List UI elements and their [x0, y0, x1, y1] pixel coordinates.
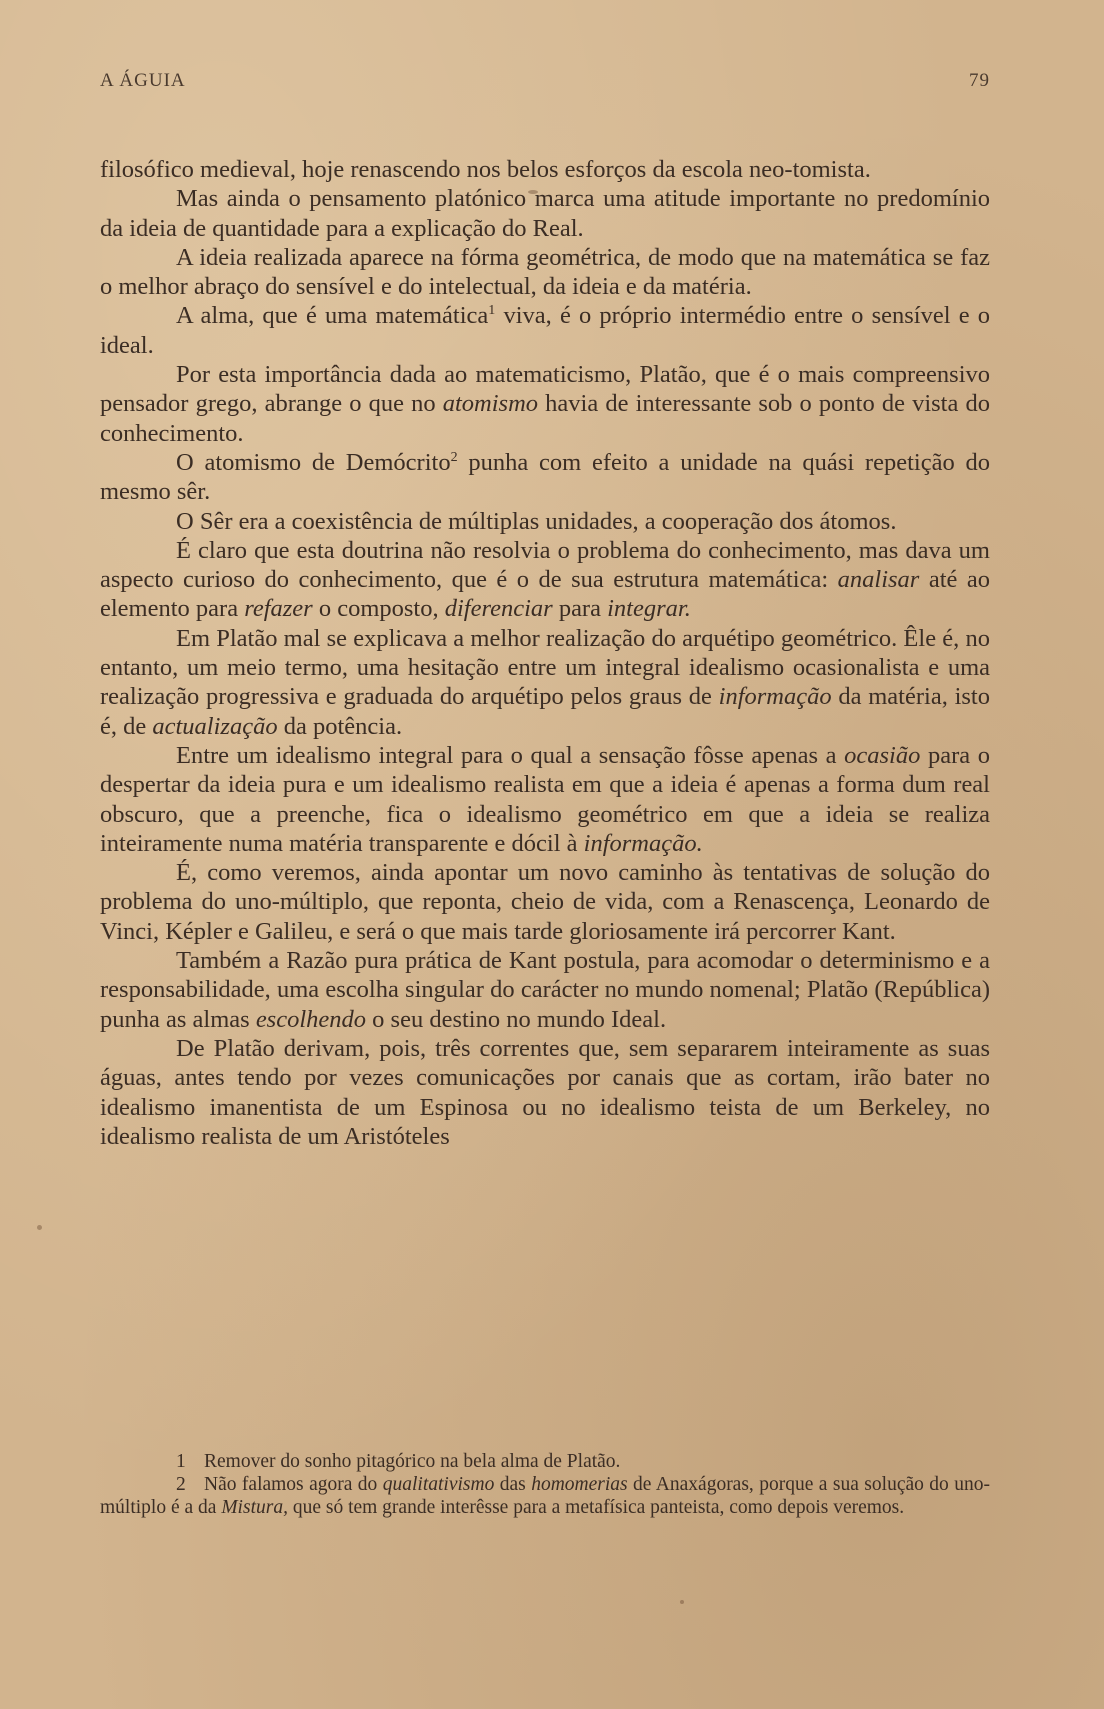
text-run: Remover do sonho pitagórico na bela alma de Platão.: [204, 1451, 621, 1472]
italic-term: homomerias: [531, 1474, 628, 1495]
text-run: Por esta importância dada ao matematicismo, Platão, que é o mais compreensivo pensador grego, abrange o que no: [100, 361, 990, 418]
italic-term: integrar.: [607, 595, 691, 623]
paragraph: [100, 946, 990, 1034]
text-run: da potência.: [277, 712, 403, 740]
paragraph: [100, 741, 990, 858]
paragraph: [100, 858, 990, 946]
text-run: A ideia realizada aparece na fórma geométrica, de modo que na matemática se faz o melhor abraço do sensível e do intelectual, da ideia e da matéria.: [100, 243, 990, 301]
italic-term: atomismo: [442, 390, 539, 418]
paragraph: [100, 536, 990, 624]
text-run: O Sêr era a coexistência de múltiplas unidades, a cooperação dos átomos.: [176, 507, 897, 535]
paper-speck: [680, 1600, 684, 1604]
body-text: [100, 155, 990, 1151]
paragraph: [100, 624, 990, 741]
journal-title: A ÁGUIA: [100, 70, 186, 91]
footnote-number: 1: [176, 1451, 186, 1472]
page-number: 79: [969, 70, 990, 91]
text-run: de Anaxágoras, porque a sua solução do uno-múltiplo é a da: [100, 1474, 990, 1518]
footnote: [100, 1473, 990, 1519]
paragraph: [100, 448, 990, 507]
footnote-number: 2: [176, 1474, 186, 1495]
paragraph: [100, 184, 990, 243]
running-head: [100, 70, 990, 92]
text-run: Em Platão mal se explicava a melhor realização do arquétipo geométrico. Êle é, no entanto, um meio termo, uma hesitação entre um integral idealismo ocasionalista e uma realização progressiva e graduada do arquétipo pelos graus de: [100, 624, 990, 711]
paragraph: [100, 1034, 990, 1151]
text-run: É claro que esta doutrina não resolvia o problema do conhecimento, mas dava um aspecto curioso do conhecimento, que é o de sua estrutura matemática:: [100, 536, 990, 594]
text-run: o seu destino no mundo Ideal.: [366, 1005, 667, 1033]
text-run: Mas ainda o pensamento platónico marca uma atitude importante no predomínio da ideia de quantidade para a explicação do Real.: [100, 185, 990, 242]
italic-term: refazer: [244, 595, 313, 623]
text-run: Não falamos agora do: [204, 1474, 383, 1495]
italic-term: Mistura,: [221, 1497, 288, 1518]
italic-term: informação.: [583, 829, 703, 857]
text-run: De Platão derivam, pois, três correntes que, sem separarem inteiramente as suas águas, antes tendo por vezes comunicações por canais que as cortam, irão bater no idealismo imanentista de um Espinosa ou no idealismo teista de um Berkeley, no idealismo realista de um Aristóteles: [100, 1034, 990, 1150]
text-run: punha com efeito a unidade na quási repetição do mesmo sêr.: [100, 448, 990, 506]
text-run: filosófico medieval, hoje renascendo nos belos esforços da escola neo-tomista.: [100, 156, 871, 183]
paragraph: [100, 301, 990, 360]
footnote-marker: 1: [488, 303, 496, 319]
italic-term: qualitativismo: [382, 1474, 495, 1495]
text-run: para o despertar da ideia pura e um idealismo realista em que a ideia é apenas a forma dum real obscuro, que a preenche, fica o idealismo geométrico em que a ideia se realiza inteiramente numa matéria transparente e dócil à: [100, 741, 990, 857]
paper-speck: [528, 190, 538, 194]
italic-term: escolhendo: [255, 1005, 367, 1033]
text-run: para: [552, 595, 608, 623]
paragraph: [100, 243, 990, 302]
text-run: Entre um idealismo integral para o qual a sensação fôsse apenas a: [176, 741, 845, 769]
paper-speck: [37, 1225, 42, 1230]
paragraph: [100, 155, 990, 184]
italic-term: ocasião: [844, 741, 921, 769]
text-run: até ao elemento para: [100, 566, 990, 623]
text-run: que só tem grande interêsse para a metafísica panteista, como depois veremos.: [287, 1497, 905, 1518]
paragraph: [100, 507, 990, 536]
text-run: Também a Razão pura prática de Kant postula, para acomodar o determinismo e a responsabilidade, uma escolha singular do carácter no mundo nomenal; Platão (República) punha as almas: [100, 947, 990, 1033]
text-run: O atomismo de Demócrito: [176, 448, 451, 476]
italic-term: analisar: [837, 566, 920, 594]
footnote: [100, 1450, 990, 1473]
text-run: o composto,: [312, 595, 445, 623]
italic-term: diferenciar: [444, 595, 553, 623]
text-run: viva, é o próprio intermédio entre o sensível e o ideal.: [100, 302, 990, 359]
text-run: das: [494, 1474, 532, 1495]
italic-term: actualização: [152, 712, 278, 740]
text-run: A alma, que é uma matemática: [176, 302, 489, 330]
text-run: da matéria, isto é, de: [100, 683, 990, 740]
text-run: É, como veremos, ainda apontar um novo caminho às tentativas de solução do problema do uno-múltiplo, que reponta, cheio de vida, com a Renascença, Leonardo de Vinci, Képler e Galileu, e será o que mais tarde gloriosamente irá percorrer Kant.: [100, 859, 990, 945]
italic-term: informação: [718, 683, 832, 711]
paragraph: [100, 360, 990, 448]
footnote-marker: 2: [450, 449, 458, 465]
text-run: havia de interessante sob o ponto de vista do conhecimento.: [100, 390, 990, 447]
footnotes: [100, 1450, 990, 1519]
